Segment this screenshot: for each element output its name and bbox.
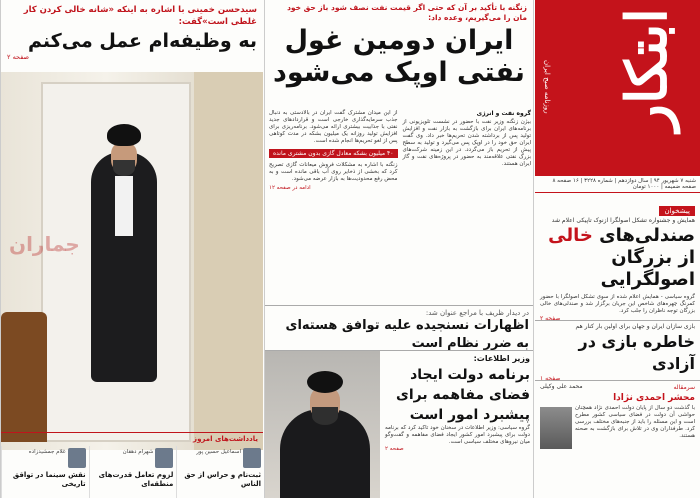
section-tag: پیشخوان [659,206,695,216]
story1-kicker: همایش و جشنواره تشکل اصولگرا ازنوک تاپیکی اعلام شد [551,217,695,224]
author-avatar [68,448,86,468]
article-text: بیژن زنگنه وزیر نفت با حضور در نشست تلویزیونی از برنامه‌های ایران برای بازگشت به بازار نفت و افزایش تولید پس از برداشته شدن تحریم‌ها خبر داد. وی گفت ایران حق خود را در اوپک پس می‌گیرد و تولید به سطح پیش از تحریم باز می‌گردد. در این زمینه شرکت‌های بزرگ نفتی علاقه‌مند به حضور در پروژه‌های نفت و گاز ایران هستند. [402,119,531,167]
editorial-title[interactable]: محشر احمدی نژادا [613,393,695,403]
story1-headline[interactable] [540,225,695,291]
editorial [535,380,700,498]
mid-section-3 [265,350,534,498]
dateline: شنبه ۷ شهریور ۹۴ | سال دوازدهم | شماره ۳۲۲۸ | ۱۶ صفحه ۸ صفحه ضمیمه | ۱۰۰۰ تومان [535,176,700,193]
article-text: زنگنه با اشاره به مشکلات فروش میعانات گازی تصریح کرد که بخشی از ذخایر روی آب باقی مانده است و به محض رفع محدودیت‌ها به بازار عرضه می‌شود. [269,162,398,182]
photo-wall [194,72,263,450]
note-title: نقش سینما در تواقق تاریخی [12,471,86,488]
opinion-note[interactable] [176,446,263,498]
article-highlight-box: ۴۰ میلیون بشکه معادل گازی بدون مشتری مانده [269,149,398,158]
article-text: از این میدان مشترک گفت ایران در بالادستی به دنبال جذب سرمایه‌گذاری خارجی است و قراردادهای جدید نفتی با جذابیت بیشتری ارائه می‌شود. برنامه‌ریزی برای افزایش تولید روزانه یک میلیون بشکه در مدت کوتاهی پس از لغو تحریم‌ها انجام شده است. [269,110,398,144]
sec3-headline[interactable]: برنامه دولت ایجاد فضای مفاهمه برای پیشبرد امور است [396,367,530,423]
story2-headline[interactable]: خاطره بازی در آزادی [578,332,695,373]
mid-headline[interactable]: ایران دومین غول نفتی اوپک می‌شود [273,25,525,88]
opinion-notes [1,446,263,498]
right-column [535,0,700,498]
photo-watermark: جماران [9,232,80,256]
sec2-kicker: در دیدار ظریف با مراجع عنوان شد: [425,309,529,317]
sec2-headline[interactable]: اظهارات نسنجیده علیه توافق هسته‌ای به ضرر نظام است [285,318,529,351]
left-page-ref[interactable]: صفحه ۲ [7,53,30,61]
editorial-label: سرمقاله [673,383,695,391]
right-story-2 [535,320,700,384]
story1-body: گروه سیاسی - همایش اعلام شده از سوی تشکل اصولگرا با حضور کمرنگ چهره‌های شاخص این جریان برگزار شد و صندلی‌های خالی بزرگان توجه ناظران را جلب کرد. [540,294,695,314]
minister-photo [265,351,380,498]
left-headline[interactable]: به وظیفه‌ام عمل می‌کنم [28,30,257,52]
opinions-heading: یادداشت‌های امروز [1,432,263,445]
main-photo [1,72,263,450]
story2-ref[interactable]: صفحه ۱ [540,375,561,382]
headline-part: از بزرگان اصولگرایی [600,247,695,290]
article-continue-ref[interactable]: ادامه در صفحه ۱۲ [269,185,311,191]
opinion-note[interactable] [1,446,89,498]
photo-person-beard [312,407,338,425]
story2-kicker: بازی سازان ایران و جهان برای اولین بار کنار هم [575,323,695,330]
masthead-logo: ابتکار [614,8,680,132]
article-section-label: گروه نفت و انرژی [476,110,531,117]
sec3-kicker: وزیر اطلاعات: [473,354,530,363]
editorial-text: با گذشت دو سال از پایان دولت احمدی نژاد همچنان حواشی آن دولت در فضای سیاسی کشور مطرح است و این مسئله را باید از جنبه‌های مختلف بررسی کرد. طرفداران وی در تلاش برای بازگشت به صحنه هستند. [575,405,695,439]
photo-person-turban [307,371,343,393]
note-author: اسماعیل حسین پور [196,449,241,455]
story1-ref[interactable]: صفحه ۲ [540,315,561,322]
headline-highlight: خالی [548,225,593,246]
note-title: ثبت‌نام و حراس از حق الناس [184,471,261,488]
editorial-author-photo [540,407,572,449]
masthead-subtitle: روزنامه صبح ایران [543,60,551,114]
author-avatar [243,448,261,468]
sec3-body: گروه سیاسی: وزیر اطلاعات در سخنان خود تاکید کرد که برنامه دولت برای پیشبرد امور کشور ایجاد فضای مفاهمه و گفت‌وگو میان نیروهای مختلف سیاسی است. [385,425,530,445]
author-avatar [155,448,173,468]
note-title: لزوم تعامل قدرت‌های منطقه‌ای [98,471,174,488]
photo-person-beard [113,160,135,176]
mid-article-body [269,110,531,300]
left-column [0,0,263,498]
mid-article-col-1 [403,110,532,300]
note-author: شهرام دهقان [122,449,154,455]
middle-column [264,0,534,498]
mid-article-col-2 [269,110,398,300]
opinion-note[interactable] [89,446,177,498]
editorial-author: محمد علی وکیلی [540,383,583,390]
masthead [535,0,700,176]
photo-person-shirt [115,176,133,236]
note-author: غلام جمشیدزاده [28,449,66,455]
left-kicker: سیدحسن خمینی با اشاره به اینکه «شانه خالی کردن کار غلطی است»گفت: [23,5,257,27]
sec3-ref[interactable]: صفحه ۲ [385,446,404,452]
headline-part: صندلی‌های [599,225,695,246]
photo-chair [1,312,47,442]
mid-kicker: زنگنه با تأکید بر آن که حتی اگر قیمت نفت نصف شود باز حق خود مان را می‌گیریم، وعده داد: [287,3,527,22]
right-story-1 [535,196,700,324]
sec3-text [380,351,534,455]
photo-person-turban [107,124,141,146]
